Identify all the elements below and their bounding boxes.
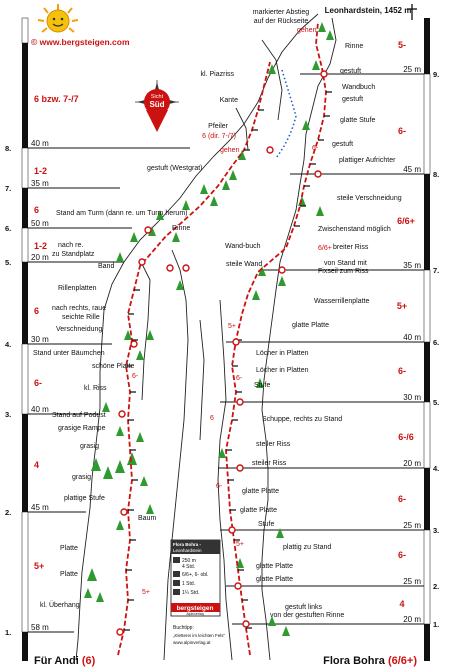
left-grade: 1-2: [34, 241, 48, 251]
label-platte-2: Platte: [60, 571, 78, 578]
info-grade: 6/6+, 6- obl.: [182, 572, 209, 578]
label-loecher-2: Löcher in Platten: [256, 367, 309, 374]
sun-logo: [38, 4, 78, 32]
route-left-grade: (6): [81, 655, 96, 667]
route-left-name: Für Andi: [34, 655, 79, 667]
right-grade: 6-: [397, 126, 407, 136]
label-band: Band: [98, 263, 115, 270]
label-baum: Baum: [138, 515, 157, 522]
svg-text:5+: 5+: [236, 541, 244, 548]
right-grade: 6-: [397, 366, 407, 376]
left-pitch-num: 7.: [5, 184, 12, 193]
label-stand-baeumchen: Stand unter Bäumchen: [33, 350, 105, 357]
buchtipp-label: Buchtipp:: [173, 625, 194, 631]
left-grade: 6: [34, 205, 40, 215]
right-grade: 6/6+: [397, 216, 415, 226]
left-pitch-num: 6.: [5, 224, 12, 233]
descent-icon: [173, 589, 180, 595]
right-grade: 6-/6: [398, 432, 414, 442]
route-info-box: [171, 540, 220, 616]
label-kl-ueberhang: kl. Überhang: [40, 602, 80, 609]
label-stand-podest: Stand auf Podest: [52, 412, 106, 419]
right-grade: 6-: [397, 494, 407, 504]
label-glatte-stufe: glatte Stufe: [340, 117, 376, 124]
label-gestuft-westgrat: gestuft (Westgrat): [147, 165, 203, 172]
info-height: 250 m: [182, 558, 196, 564]
label-steiler-riss-1: steiler Riss: [256, 441, 291, 448]
site-url: © www.bergsteigen.com: [31, 37, 130, 47]
info-descent: 1¼ Std.: [182, 590, 200, 596]
svg-text:6: 6: [210, 415, 214, 422]
height-icon: [173, 557, 180, 563]
label-gestuft-1: gestuft: [340, 68, 362, 75]
label-loecher-1: Löcher in Platten: [256, 350, 309, 357]
left-grade: 6: [34, 306, 40, 316]
info-brand: bergsteigen: [176, 605, 214, 612]
left-pitch-length: 40 m: [31, 405, 49, 414]
info-title-2: Leonhardstein: [173, 548, 202, 553]
right-pitch-num: 2.: [433, 582, 440, 591]
route-line-flora-bohra: [226, 22, 326, 655]
label-gehen-mid: gehen: [220, 147, 240, 154]
label-gestuft-3: gestuft: [332, 141, 354, 148]
label-steile-wand: steile Wand: [226, 261, 263, 268]
right-pitch-length: 20 m: [403, 459, 421, 468]
label-von-der-rinne: von der gestuften Rinne: [270, 612, 345, 619]
route-name-right: [323, 655, 417, 667]
left-pitch-num: 4.: [5, 340, 12, 349]
right-pitch-num: 3.: [433, 526, 440, 535]
svg-text:6/6+: 6/6+: [318, 245, 332, 252]
compass-icon: [135, 80, 179, 132]
right-scale: [424, 18, 430, 661]
svg-text:5+: 5+: [228, 323, 236, 330]
route-name-left: [34, 655, 96, 667]
right-pitch-length: 25 m: [403, 65, 421, 74]
left-pitch-num: 3.: [5, 410, 12, 419]
left-pitch-length: 58 m: [31, 623, 49, 632]
label-kl-riss: kl. Riss: [84, 385, 107, 392]
route-right-grade: (6/6+): [387, 655, 417, 667]
label-nach-rechts: nach rechts, raue: [52, 305, 107, 312]
info-publisher: Alpinverlag: [186, 612, 204, 616]
right-pitch-num: 7.: [433, 266, 440, 275]
right-pitch-length: 40 m: [403, 333, 421, 342]
right-pitch-lengths: [403, 65, 421, 624]
approach-icon: [173, 580, 180, 586]
label-gestuft-2: gestuft: [342, 96, 364, 103]
right-pitch-num: 9.: [433, 70, 440, 79]
label-plattiger-aufrichter: plattiger Aufrichter: [339, 157, 396, 164]
label-stufe-2: Stufe: [258, 521, 275, 528]
label-rinne-right: Rinne: [345, 43, 364, 50]
left-pitch-num: 8.: [5, 144, 12, 153]
left-pitch-length: 30 m: [31, 335, 49, 344]
left-pitch-length: 20 m: [31, 253, 49, 262]
label-pfeiler-grade: 6 (dir. 7-/7): [202, 133, 236, 140]
right-pitch-length: 35 m: [403, 261, 421, 270]
label-platte-1: Platte: [60, 545, 78, 552]
label-rinne-left: Rinne: [172, 225, 191, 232]
left-grade: 5+: [34, 561, 45, 571]
info-title-1: Flora Bohra -: [173, 542, 202, 547]
buchtipp-title: „Kletterei im leichten Fels“: [173, 633, 226, 638]
right-pitch-length: 45 m: [403, 165, 421, 174]
label-zu-standplatz: zu Standplatz: [52, 251, 95, 258]
left-pitch-num: 1.: [5, 628, 12, 637]
label-plattig-stand: plattig zu Stand: [283, 544, 332, 551]
right-pitch-length: 25 m: [403, 577, 421, 586]
left-pitch-length: 45 m: [31, 503, 49, 512]
label-pfeiler: Pfeiler: [208, 123, 228, 130]
summit-label: Leonhardstein, 1452 m: [324, 6, 412, 15]
right-pitch-num: 6.: [433, 338, 440, 347]
label-glatte-platte-2: glatte Platte: [242, 488, 279, 495]
label-grasige-rampe: grasige Rampe: [58, 425, 106, 432]
label-kl-piazriss: kl. Piazriss: [200, 71, 234, 78]
svg-text:6-: 6-: [132, 373, 139, 380]
label-wandbuch: Wandbuch: [342, 84, 376, 91]
label-wandbuch-mid: Wand-buch: [225, 243, 261, 250]
left-grade: 6 bzw. 7-/7: [34, 94, 79, 104]
label-plattige-stufe: plattige Stufe: [64, 495, 105, 502]
left-pitch-numbers: [5, 144, 11, 637]
left-pitch-lines: [28, 148, 190, 632]
info-approach: 1 Std.: [182, 581, 196, 587]
info-time: 4 Std.: [182, 564, 196, 570]
svg-text:6-: 6-: [236, 375, 243, 382]
compass-label-2: Süd: [149, 100, 165, 109]
svg-text:6-: 6-: [216, 483, 223, 490]
right-pitch-num: 8.: [433, 170, 440, 179]
svg-text:5+: 5+: [142, 589, 150, 596]
left-grade: 6-: [34, 378, 43, 388]
label-gestuft-links: gestuft links: [285, 604, 322, 611]
label-glatte-platte-1: glatte Platte: [292, 322, 329, 329]
right-pitch-num: 5.: [433, 398, 440, 407]
label-grasig-2: grasig: [72, 474, 92, 481]
compass-label-1: Sicht: [150, 94, 164, 100]
label-breiter-riss: breiter Riss: [333, 244, 369, 251]
right-pitch-num: 1.: [433, 620, 440, 629]
right-pitch-num: 4.: [433, 464, 440, 473]
buchtipp-url: www.alpinverlag.at: [173, 640, 211, 645]
label-rillenplatten: Rillenplatten: [58, 285, 97, 292]
route-right-name: Flora Bohra: [323, 655, 385, 667]
label-seichte-rille: seichte Rille: [62, 314, 100, 321]
label-steile-verschneidung: steile Verschneidung: [337, 195, 402, 202]
right-grade: 4: [399, 599, 405, 609]
label-schuppe: Schuppe, rechts zu Stand: [262, 416, 343, 423]
left-pitch-num: 2.: [5, 508, 12, 517]
label-kante: Kante: [219, 97, 238, 104]
right-pitch-length: 30 m: [403, 393, 421, 402]
descent-note-line1: markierter Abstieg: [252, 9, 310, 16]
label-stufe: Stufe: [254, 382, 271, 389]
svg-text:6-: 6-: [312, 145, 319, 152]
right-grade: 5+: [396, 301, 408, 311]
left-pitch-length: 50 m: [31, 219, 49, 228]
label-verschneidung: Verschneidung: [56, 326, 103, 333]
right-grade: 6-: [397, 550, 407, 560]
left-pitch-length: 40 m: [31, 139, 49, 148]
right-pitch-length: 25 m: [403, 521, 421, 530]
label-glatte-platte-3: glatte Platte: [240, 507, 277, 514]
left-grade: 1-2: [34, 166, 48, 176]
right-grade: 5-: [397, 40, 407, 50]
left-pitch-length: 35 m: [31, 179, 49, 188]
label-wasserrillenplatte: Wasserrillenplatte: [314, 298, 370, 305]
label-glatte-platte-4: glatte Platte: [256, 563, 293, 570]
grade-icon: [173, 571, 180, 577]
label-glatte-platte-5: glatte Platte: [256, 576, 293, 583]
label-schoene-platte: schöne Platte: [92, 363, 135, 370]
label-nach-re: nach re.: [58, 242, 84, 249]
label-stand-am-turm: Stand am Turm (dann re. um Turm herum): [56, 210, 188, 217]
label-steiler-riss-2: steiler Riss: [252, 460, 287, 467]
right-pitch-numbers: [433, 70, 439, 629]
gehen-top-label: gehen: [297, 27, 317, 34]
left-grade: 4: [34, 460, 40, 470]
label-von-stand: von Stand mit: [324, 260, 367, 267]
left-pitch-num: 5.: [5, 258, 12, 267]
descent-note-line2: auf der Rückseite: [253, 18, 309, 25]
right-pitch-length: 20 m: [403, 615, 421, 624]
label-fixseil: Fixseil zum Riss: [318, 268, 369, 275]
label-zwischenstand: Zwischenstand möglich: [318, 226, 391, 233]
left-scale: [22, 18, 28, 661]
label-grasig-1: grasig: [80, 443, 100, 450]
